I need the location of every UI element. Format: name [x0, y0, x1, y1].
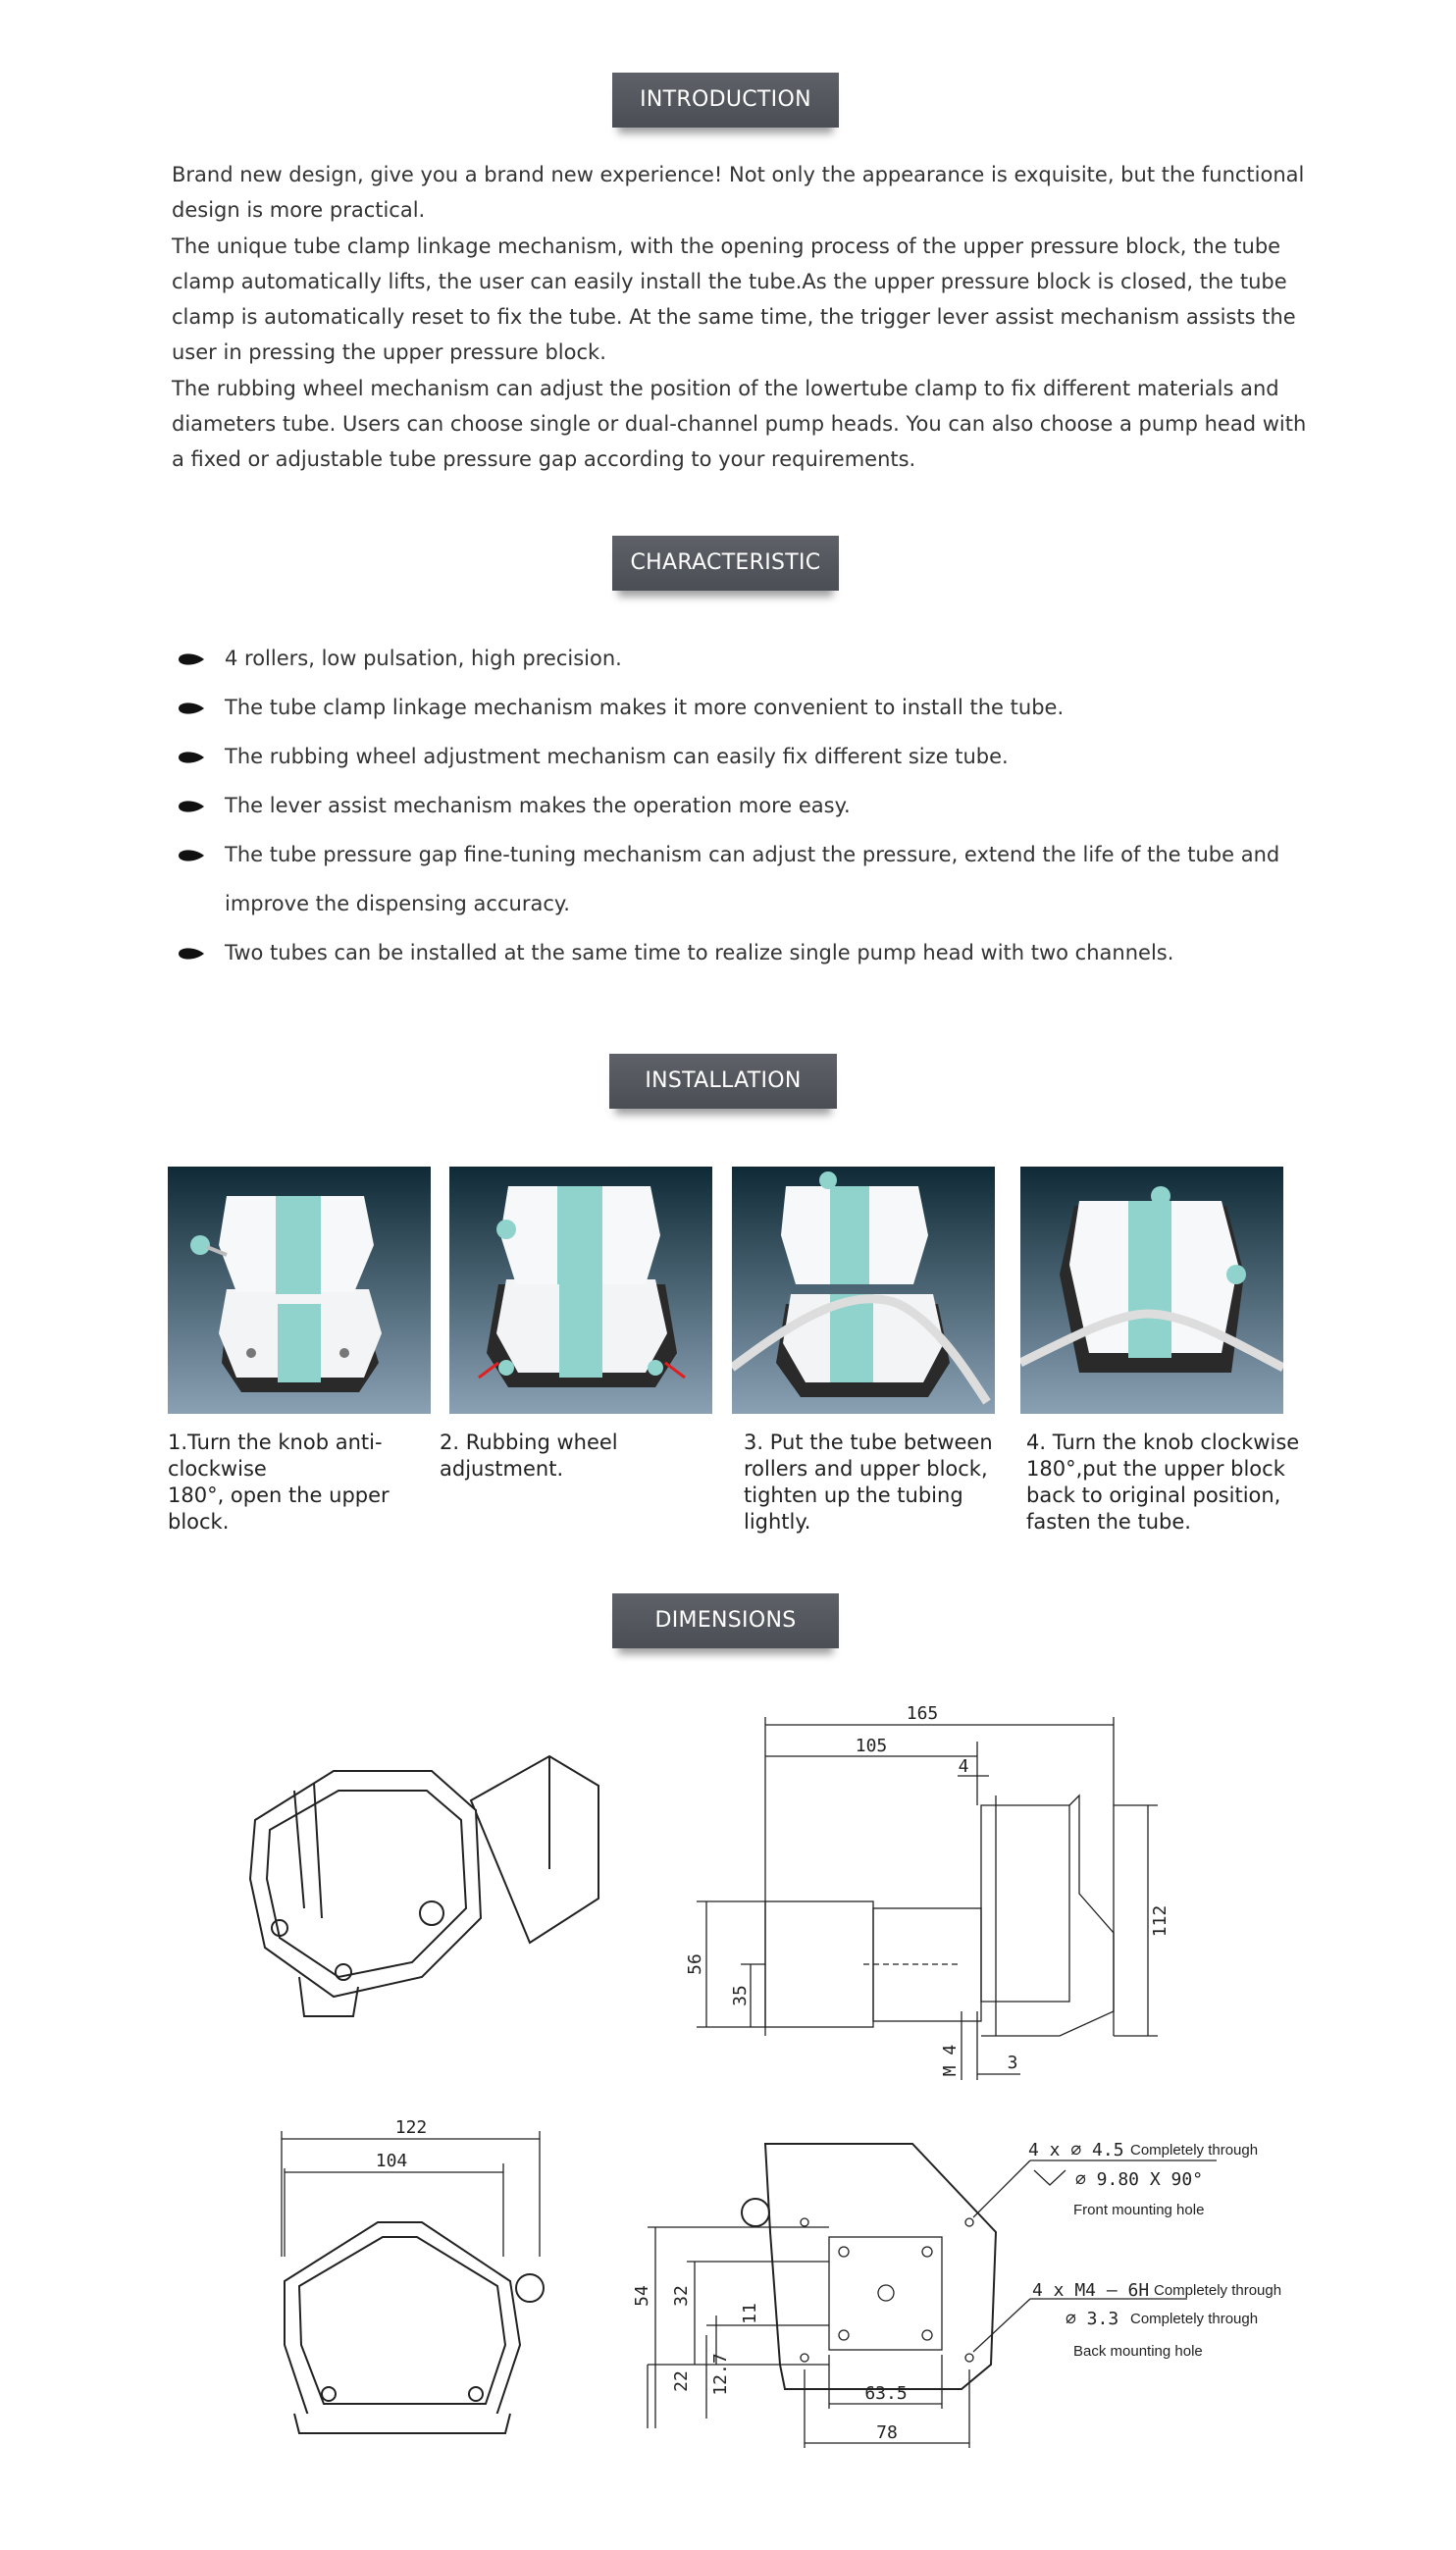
section-heading-dimensions: DIMENSIONS	[612, 1593, 839, 1648]
front-countersink-spec: ∅ 9.80 X 90°	[1075, 2169, 1204, 2190]
intro-paragraph-2: The unique tube clamp linkage mechanism, with the opening process of the upper pressure block, the tube clamp automatically lifts, the user can easily install the tube.As the upper pressure block is closed, the tube clamp is automatically reset to fix the tube. At the same time, the trigger lever assist mechanism assists the user in pressing the upper pressure block.	[172, 234, 1296, 365]
intro-text	[172, 157, 1310, 478]
dim-104: 104	[375, 2151, 408, 2171]
characteristic-text: The tube pressure gap fine-tuning mechanism can adjust the pressure, extend the life of the tube and	[225, 843, 1280, 866]
section-heading-introduction: INTRODUCTION	[612, 73, 839, 128]
dim-56: 56	[685, 1953, 705, 1975]
dim-3: 3	[1007, 2053, 1018, 2073]
install-step-4-image	[1020, 1167, 1283, 1414]
dim-63-5: 63.5	[864, 2383, 908, 2404]
intro-paragraph-1: Brand new design, give you a brand new experience! Not only the appearance is exquisite, but the functional design is more practical.	[172, 163, 1305, 223]
bullet-icon	[177, 750, 206, 765]
section-heading-installation: INSTALLATION	[609, 1054, 837, 1109]
back-mounting-label: Back mounting hole	[1073, 2343, 1203, 2360]
characteristic-text: Two tubes can be installed at the same time to realize single pump head with two channels.	[225, 941, 1174, 964]
install-step-3-caption: 3. Put the tube between rollers and upper block, tighten up the tubing lightly.	[744, 1431, 993, 1534]
dim-122: 122	[394, 2117, 428, 2138]
dim-35: 35	[730, 1985, 751, 2006]
pump-mounting-view-drawing	[608, 2124, 1285, 2458]
characteristic-text: The tube clamp linkage mechanism makes it more convenient to install the tube.	[225, 696, 1065, 719]
dim-32: 32	[671, 2285, 692, 2307]
pump-side-view-drawing	[667, 1697, 1177, 2100]
back-holes-spec: 4 x M4 — 6H	[1032, 2280, 1150, 2301]
back-drill-spec: ∅ 3.3	[1066, 2309, 1119, 2329]
install-step-1-image	[168, 1167, 431, 1414]
install-step-2-caption: 2. Rubbing wheel adjustment.	[440, 1431, 618, 1481]
install-step-4-caption: 4. Turn the knob clockwise 180°,put the upper block back to original position, fasten the tube.	[1026, 1431, 1300, 1534]
bullet-icon	[177, 651, 206, 667]
back-holes-through: Completely through	[1154, 2282, 1282, 2299]
install-step-1-caption: 1.Turn the knob anti- clockwise 180°, open the upper block.	[168, 1431, 390, 1534]
dim-54: 54	[632, 2285, 652, 2307]
dim-165: 165	[906, 1703, 939, 1724]
characteristic-text: improve the dispensing accuracy.	[225, 892, 570, 915]
back-drill-through: Completely through	[1130, 2311, 1259, 2327]
dim-m4: M 4	[940, 2044, 961, 2077]
bullet-icon	[177, 946, 206, 962]
dim-78: 78	[876, 2422, 898, 2443]
dim-4: 4	[958, 1756, 969, 1777]
install-step-3-image	[732, 1167, 995, 1414]
pump-isometric-drawing	[235, 1732, 618, 2026]
characteristic-text: The rubbing wheel adjustment mechanism can easily fix different size tube.	[225, 745, 1009, 768]
bullet-icon	[177, 701, 206, 716]
bullet-icon	[177, 848, 206, 863]
front-holes-spec: 4 x ∅ 4.5	[1028, 2140, 1124, 2160]
front-mounting-label: Front mounting hole	[1073, 2202, 1205, 2218]
dim-11: 11	[740, 2303, 760, 2324]
dim-12-7: 12.7	[710, 2353, 731, 2396]
bullet-icon	[177, 799, 206, 814]
dim-22: 22	[671, 2370, 692, 2392]
install-step-2-image	[449, 1167, 712, 1414]
pump-front-view-drawing	[270, 2109, 564, 2448]
dim-105: 105	[855, 1736, 888, 1756]
intro-paragraph-3: The rubbing wheel mechanism can adjust the position of the lowertube clamp to fix different materials and diameters tube. Users can choose single or dual-channel pump heads. You can also choose a pump head with a fixed or adjustable tube pressure gap according to your requirements.	[172, 376, 1307, 472]
dim-112: 112	[1150, 1904, 1170, 1938]
front-holes-through: Completely through	[1130, 2142, 1259, 2159]
section-heading-characteristic: CHARACTERISTIC	[612, 536, 839, 591]
characteristic-text: 4 rollers, low pulsation, high precision.	[225, 647, 622, 670]
characteristic-text: The lever assist mechanism makes the operation more easy.	[225, 794, 851, 817]
